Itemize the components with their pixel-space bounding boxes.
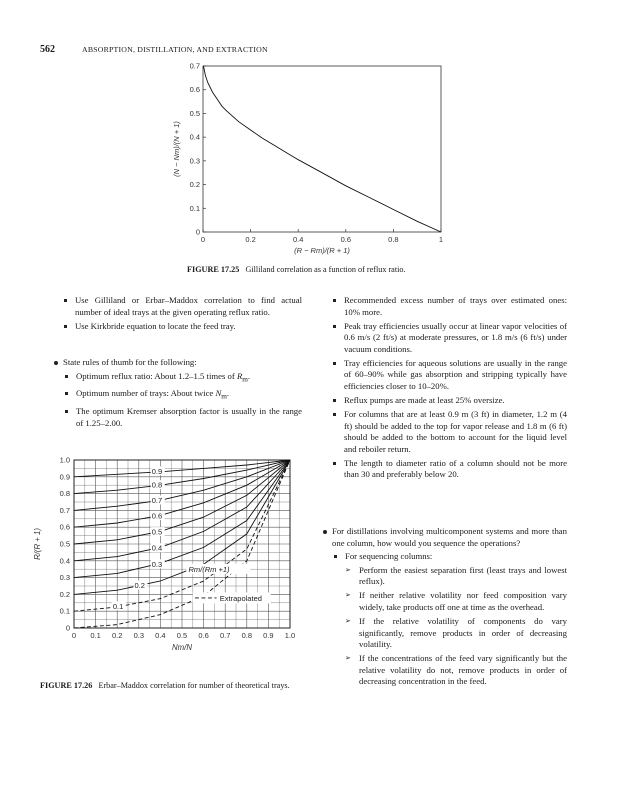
caption-label: FIGURE 17.25 — [187, 265, 240, 274]
x-tick-label: 0 — [71, 631, 77, 640]
x-tick-label: 1 — [438, 235, 444, 244]
x-tick-label: 0.4 — [292, 235, 304, 244]
gilliland-chart — [165, 62, 465, 258]
x-tick-label: 0.6 — [198, 631, 209, 640]
y-tick-label: 0.3 — [59, 573, 70, 583]
y-tick-label: 0.7 — [189, 62, 200, 71]
x-tick-label: 0.2 — [245, 235, 256, 244]
y-tick-label: 0.5 — [189, 108, 200, 118]
curve-label: 0.3 — [151, 559, 163, 569]
y-tick-label: 0 — [195, 227, 200, 237]
left-column — [62, 295, 302, 335]
running-title: ABSORPTION, DISTILLATION, AND EXTRACTION — [82, 45, 268, 54]
y-tick-label: 0.8 — [59, 489, 70, 499]
y-tick-label: 0.2 — [189, 180, 200, 190]
series-line — [204, 66, 442, 232]
y-tick-label: 0.5 — [59, 539, 70, 549]
curve-label: 0.5 — [151, 527, 163, 537]
caption-text: Erbar–Maddox correlation for number of theoretical trays. — [98, 681, 290, 690]
curve-label: 0.8 — [151, 480, 163, 490]
list-item: ➢ Perform the easiest separation first (least trays and lowest reflux). — [345, 565, 567, 588]
list-item: ➢ If the relative volatility of components do vary significantly, remove products in order of decreasing volatility. — [345, 616, 567, 651]
figure-17-26-caption — [40, 680, 300, 691]
list-item: ➢ If neither relative volatility nor feed composition vary widely, take products off one at time as the overhead. — [345, 590, 567, 613]
x-tick-label: 0 — [200, 235, 206, 244]
right-column — [331, 295, 567, 483]
y-tick-label: 0.1 — [189, 203, 200, 213]
x-axis-label: Nm/N — [172, 643, 192, 652]
y-tick-label: 0.6 — [189, 85, 200, 95]
curve-parameter-label: Rm/(Rm +1) — [188, 564, 230, 574]
list-item: Tray efficiencies for aqueous solutions are usually in the range of 60–90% while gas absorption and stripping typically have efficiencies closer to 10–20%. — [331, 358, 567, 393]
x-tick-label: 0.1 — [90, 631, 101, 640]
x-tick-label: 0.5 — [176, 631, 188, 640]
list-item: State rules of thumb for the following: Optimum reflux ratio: About 1.2–1.5 times of $R_m$. Optimum number of trays: About twice $N_m$. The optimum Kremser absorption factor is usually in the range of 1.25–2.00. — [53, 357, 302, 429]
x-tick-label: 0.4 — [155, 631, 166, 640]
list-item: Peak tray efficiencies usually occur at linear vapor velocities of 0.6 m/s (2 ft/s) at moderate pressures, or 1.8 m/s (6 ft/s) under vacuum conditions. — [331, 321, 567, 356]
y-axis-label: R/(R + 1) — [33, 528, 42, 560]
figure-17-25-caption — [187, 264, 507, 275]
list-item: For columns that are at least 0.9 m (3 ft) in diameter, 1.2 m (4 ft) should be added to the top for vapor release and 1.8 m (6 ft) should be added to the bottom to account for the liquid level and reboiler return. — [331, 409, 567, 455]
list-item: The optimum Kremser absorption factor is usually in the range of 1.25–2.00. — [63, 406, 302, 429]
rules-of-thumb — [53, 357, 302, 432]
curve-label: 0.4 — [151, 543, 163, 553]
y-tick-label: 0.4 — [189, 132, 200, 142]
x-tick-label: 0.9 — [263, 631, 274, 640]
x-tick-label: 0.7 — [219, 631, 231, 640]
x-axis-label: (R − Rm)/(R + 1) — [294, 246, 350, 255]
x-tick-label: 0.6 — [340, 235, 352, 244]
erbar-maddox-chart — [28, 452, 313, 668]
curve-label: 0.6 — [151, 511, 163, 521]
x-tick-label: 0.2 — [111, 631, 123, 640]
y-tick-label: 0.7 — [59, 505, 70, 515]
list-item: For sequencing columns: ➢ Perform the easiest separation first (least trays and lowest reflux). ➢ If neither relative volatility nor feed composition vary widely, take products off one at time as the overhead. ➢ If the relative volatility of components do vary significantly, remove products in order of decreasing volatility. ➢ If the concentrations of the feed vary significantly but the relative volatility do not, remove products in order of decreasing concentration in the feed. — [332, 551, 567, 688]
list-item: Optimum number of trays: About twice $N_m$. — [63, 388, 302, 403]
curve-label: 0.7 — [151, 495, 163, 505]
sequencing-section — [322, 526, 567, 690]
caption-label: FIGURE 17.26 — [40, 681, 93, 690]
x-tick-label: 0.3 — [133, 631, 145, 640]
list-item: Reflux pumps are made at least 25% oversize. — [331, 395, 567, 407]
list-item: For distillations involving multicomponent systems and more than one column, how would you sequence the operations? For sequencing columns: ➢ Perform the easiest separation first (least trays and lowest reflux). ➢ If neither relative volatility nor feed composition vary widely, take products off one at time as the overhead. ➢ If the relative volatility of components do vary significantly, remove products in order of decreasing volatility. ➢ If the concentrations of the feed vary significantly but the relative volatility do not, remove products in order of decreasing concentration in the feed. — [322, 526, 567, 688]
x-tick-label: 0.8 — [388, 235, 399, 244]
y-tick-label: 0.9 — [59, 472, 70, 482]
y-tick-label: 1.0 — [59, 455, 70, 465]
list-item: Use Kirkbride equation to locate the feed tray. — [62, 321, 302, 333]
curve-label: 0.1 — [112, 601, 124, 611]
curve-label: 0.2 — [134, 581, 145, 591]
page-number: 562 — [40, 44, 55, 55]
curve-label: 0.9 — [151, 466, 163, 476]
y-tick-label: 0.1 — [59, 606, 70, 616]
list-item: Recommended excess number of trays over estimated ones: 10% more. — [331, 295, 567, 318]
list-item: The length to diameter ratio of a column should not be more than 30 and preferably below 20. — [331, 458, 567, 481]
list-item: Use Gilliland or Erbar–Maddox correlation to find actual number of ideal trays at the given operating reflux ratio. — [62, 295, 302, 318]
y-tick-label: 0.6 — [59, 522, 70, 532]
caption-text: Gilliland correlation as a function of reflux ratio. — [245, 265, 406, 274]
x-tick-label: 1.0 — [284, 631, 296, 640]
y-tick-label: 0 — [65, 623, 70, 633]
y-tick-label: 0.4 — [59, 556, 70, 566]
y-axis-label: (N − Nm)/(N + 1) — [172, 121, 181, 177]
plot-frame — [203, 66, 441, 232]
x-tick-label: 0.8 — [241, 631, 253, 640]
y-tick-label: 0.2 — [59, 589, 70, 599]
list-item: ➢ If the concentrations of the feed vary significantly but the relative volatility do not, remove products in order of decreasing concentration in the feed. — [345, 653, 567, 688]
legend-extrapolated: Extrapolated — [219, 593, 262, 603]
y-tick-label: 0.3 — [189, 156, 200, 166]
list-item: Optimum reflux ratio: About 1.2–1.5 times of $R_m$. — [63, 371, 302, 386]
